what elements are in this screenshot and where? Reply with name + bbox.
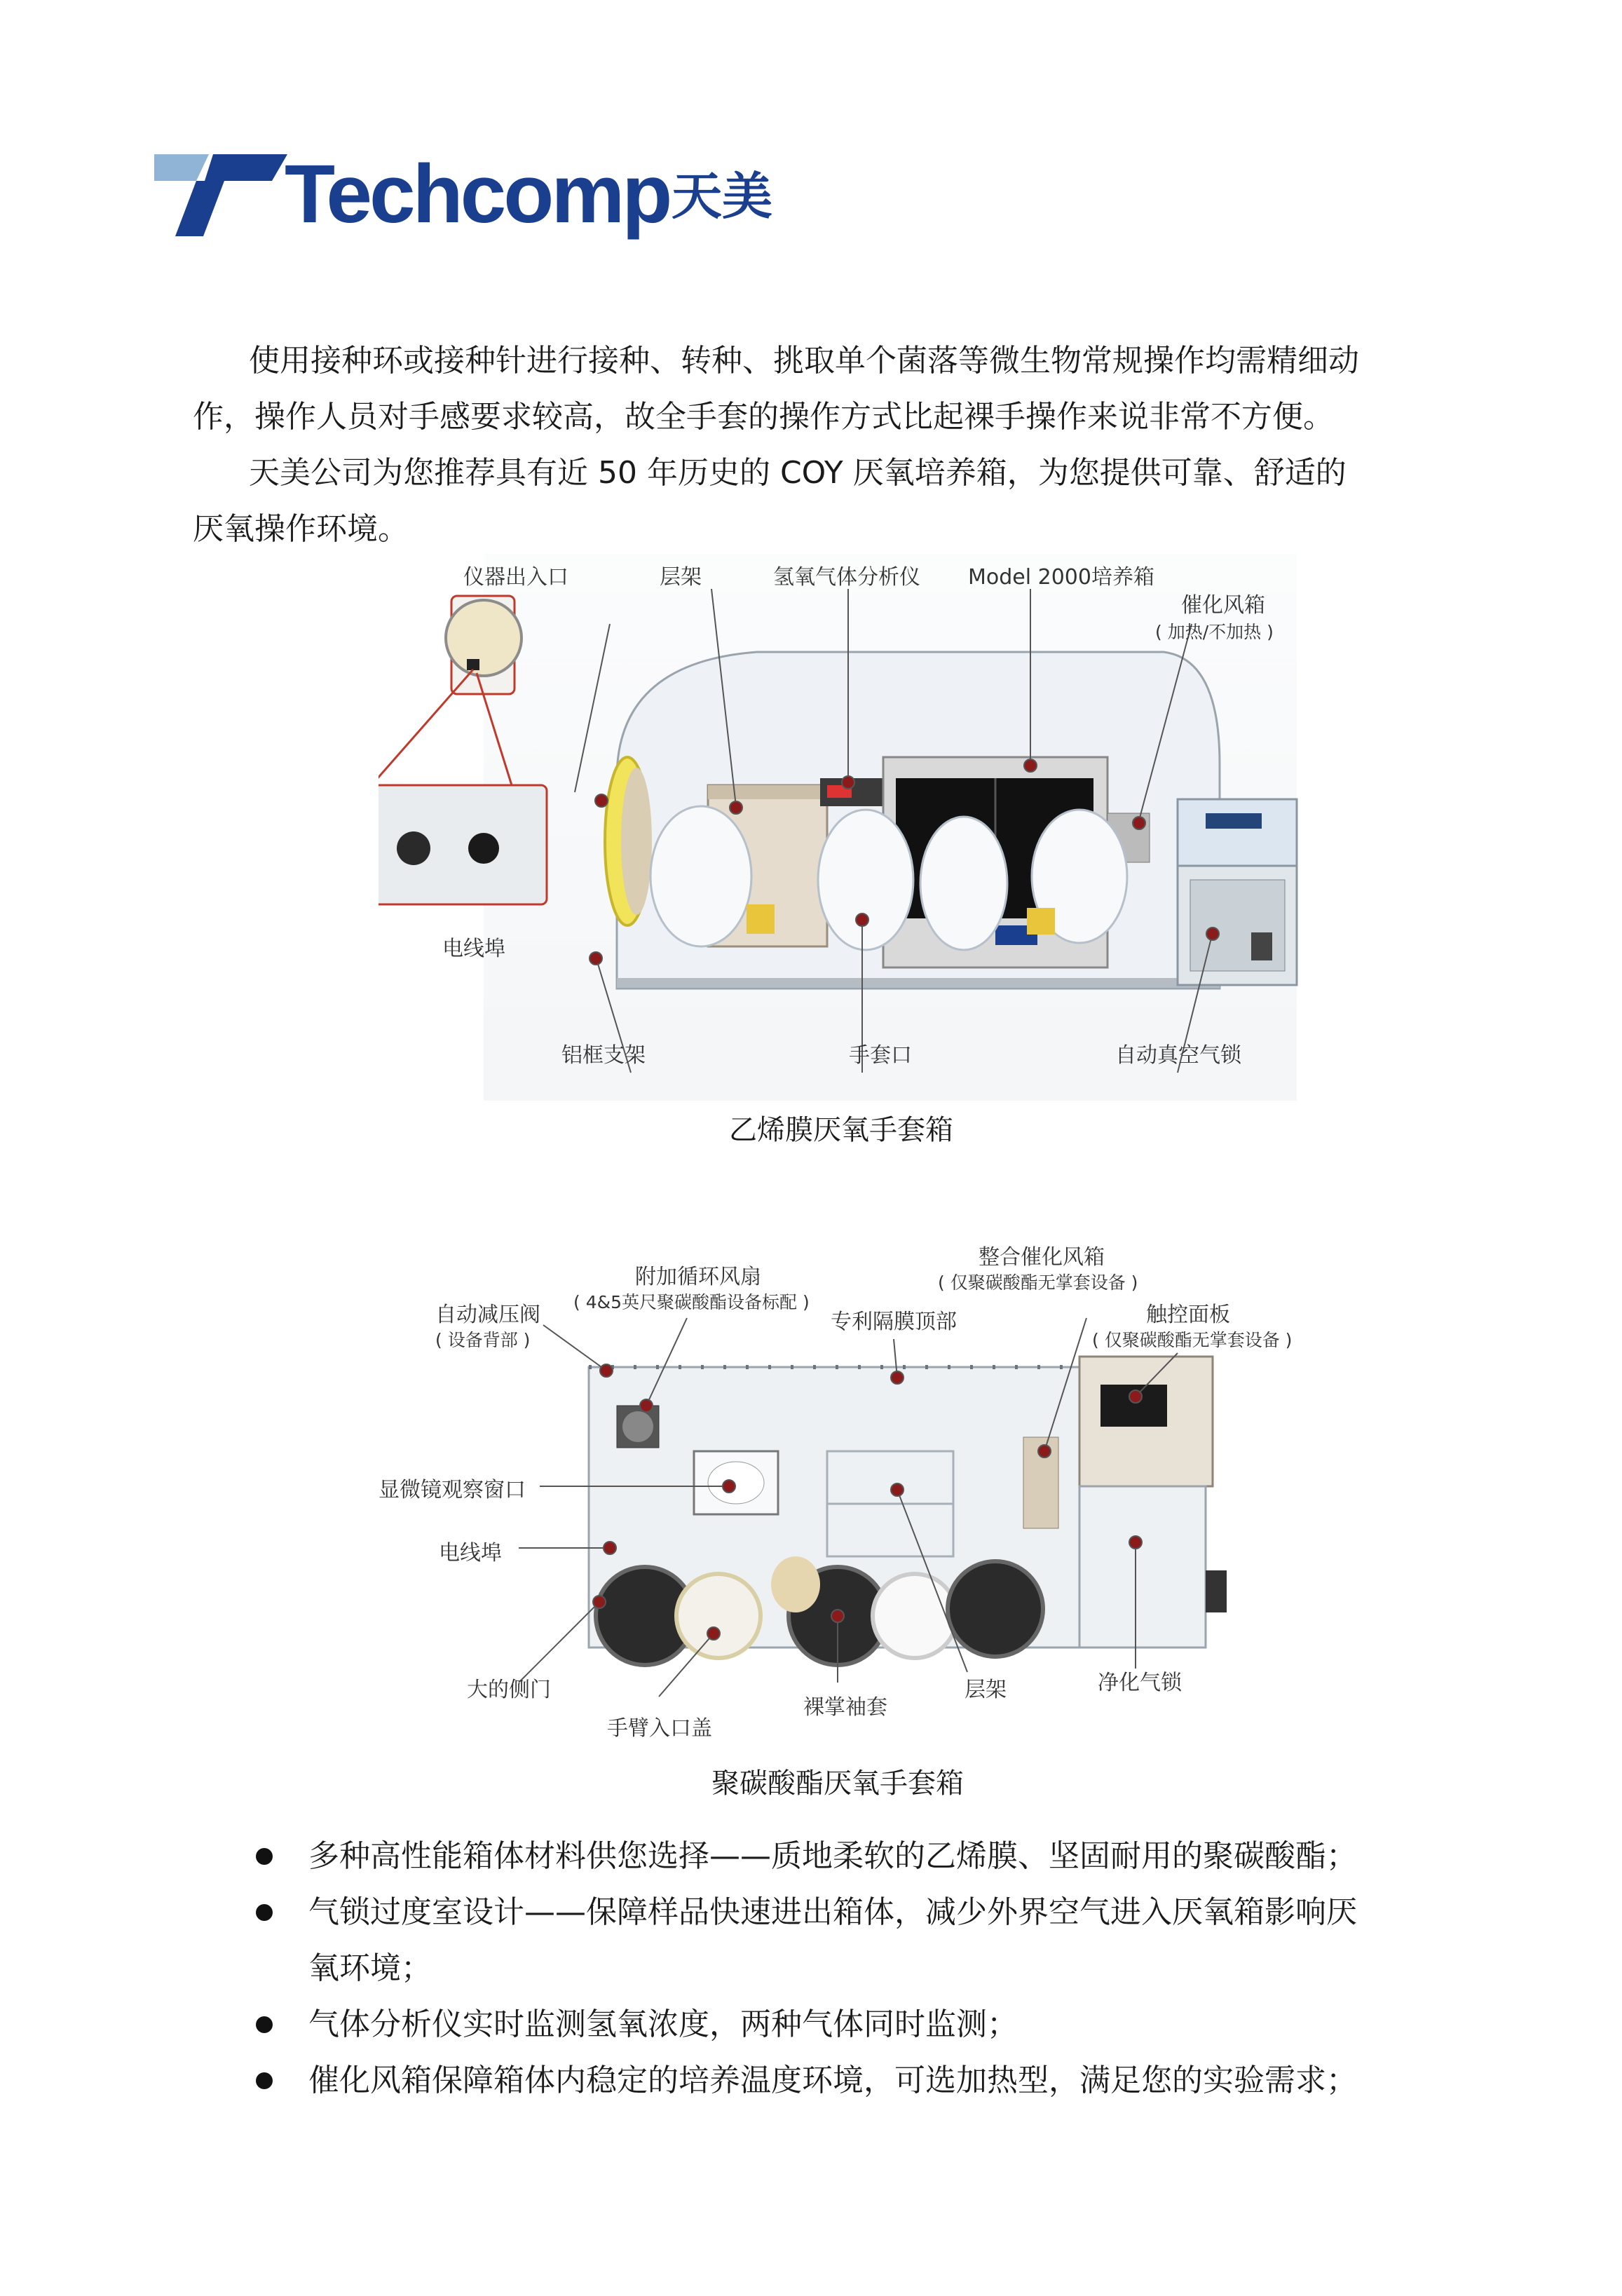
bullet-dot [256,1904,273,1921]
bullet-item-4: 催化风箱保障箱体内稳定的培养温度环境，可选加热型，满足您的实验需求； [308,2063,1357,2098]
label-microscope-window: 显微镜观察窗口 [379,1478,526,1502]
figure-polycarbonate-glovebox [379,1234,1311,1760]
label-side-door: 大的侧门 [467,1678,551,1702]
logo-chinese-name: 天美 [672,167,773,226]
label-catalyst-box: 催化风箱 [1181,593,1265,618]
label-cable-port-2: 电线埠 [439,1541,502,1565]
bullet-item-3: 气体分析仪实时监测氢氧浓度，两种气体同时监测； [308,2006,1018,2042]
label-shelf-2: 层架 [965,1678,1007,1702]
label-integrated-catalyst-note: ( 仅聚碳酸酯无掌套设备 ) [938,1272,1138,1293]
figure1-caption: 乙烯膜厌氧手套箱 [729,1114,953,1146]
label-cable-port: 电线埠 [442,937,505,961]
label-instrument-port: 仪器出入口 [463,565,568,590]
label-glove-port: 手套口 [849,1043,912,1068]
intro-line-2: 作，操作人员对手感要求较高，故全手套的操作方式比起裸手操作来说非常不方便。 [193,399,1334,435]
label-arm-port-cover: 手臂入口盖 [607,1716,712,1741]
techcomp-logo-mark [154,149,287,240]
label-auto-airlock: 自动真空气锁 [1115,1043,1241,1068]
label-gas-analyzer: 氢氧气体分析仪 [773,565,920,590]
logo-wordmark: Techcomp [285,148,670,240]
label-touch-panel: 触控面板 [1146,1303,1230,1327]
figure2-caption: 聚碳酸酯厌氧手套箱 [711,1767,964,1800]
bullet-item-2: 气锁过度室设计——保障样品快速进出箱体，减少外界空气进入厌氧箱影响厌 [308,1894,1357,1930]
label-catalyst-box-note: ( 加热/不加热 ) [1155,622,1274,642]
label-purge-airlock: 净化气锁 [1098,1671,1182,1695]
label-circ-fan: 附加循环风扇 [635,1265,761,1289]
label-shelf: 层架 [660,565,702,590]
figure-vinyl-glovebox [379,554,1304,1101]
intro-line-3: 天美公司为您推荐具有近 50 年历史的 COY 厌氧培养箱，为您提供可靠、舒适的 [249,455,1347,491]
label-integrated-catalyst: 整合催化风箱 [979,1245,1105,1270]
bullet-item-1: 多种高性能箱体材料供您选择——质地柔软的乙烯膜、坚固耐用的聚碳酸酯； [308,1838,1357,1874]
label-bare-hand-sleeve: 裸掌袖套 [803,1695,887,1720]
label-circ-fan-note: ( 4&5英尺聚碳酸酯设备标配 ) [573,1292,810,1312]
label-patent-top: 专利隔膜顶部 [831,1310,957,1334]
label-aluminum-frame: 铝框支架 [561,1043,646,1068]
bullet-item-2-cont: 氧环境； [308,1950,432,1986]
intro-line-1: 使用接种环或接种针进行接种、转种、挑取单个菌落等微生物常规操作均需精细动 [249,343,1359,379]
label-auto-relief-valve-note: ( 设备背部 ) [435,1330,531,1350]
bullet-dot [256,2016,273,2033]
intro-line-4: 厌氧操作环境。 [193,511,409,547]
label-auto-relief-valve: 自动减压阀 [435,1303,540,1327]
bullet-dot [256,1848,273,1865]
label-incubator: Model 2000培养箱 [968,565,1154,590]
label-touch-panel-note: ( 仅聚碳酸酯无掌套设备 ) [1092,1330,1293,1350]
bullet-dot [256,2072,273,2089]
